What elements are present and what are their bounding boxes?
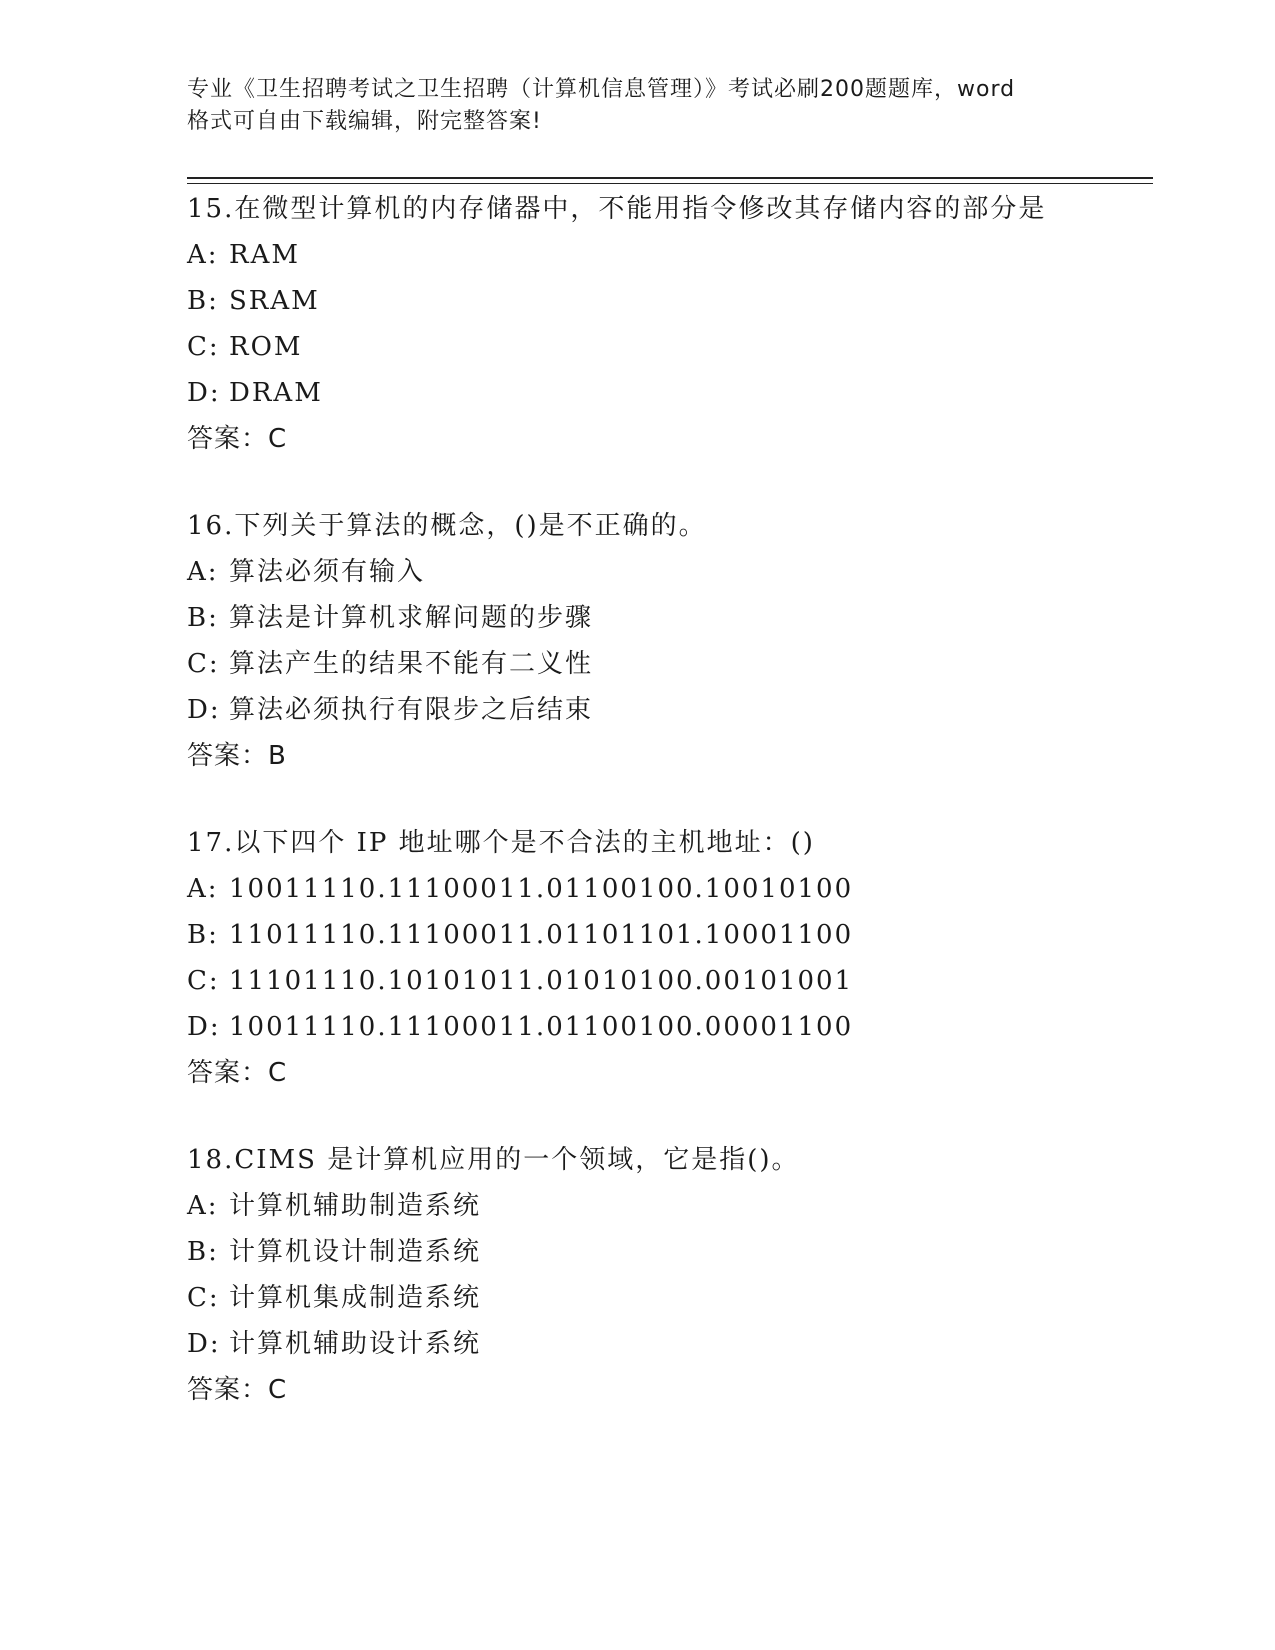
- option-text: 计算机设计制造系统: [229, 1237, 482, 1267]
- document-header: [187, 74, 1087, 138]
- option-b: [187, 912, 1153, 958]
- option-text: ROM: [229, 332, 303, 362]
- option-text: 算法产生的结果不能有二义性: [229, 649, 594, 679]
- question-text: 18.CIMS 是计算机应用的一个领域，它是指()。: [187, 1145, 800, 1175]
- option-c: [187, 1275, 1153, 1321]
- option-letter: B:: [187, 1237, 219, 1267]
- question-text: 15.在微型计算机的内存储器中，不能用指令修改其存储内容的部分是: [187, 194, 1047, 224]
- option-letter: C:: [187, 332, 220, 362]
- option-letter: C:: [187, 1283, 220, 1313]
- option-letter: A:: [187, 1191, 219, 1221]
- question-text: 17.以下四个 IP 地址哪个是不合法的主机地址：(): [187, 828, 815, 858]
- question-18: [187, 1137, 1153, 1413]
- option-text: 10011110.11100011.01100100.00001100: [229, 1012, 854, 1042]
- answer-text: 答案：B: [187, 741, 287, 771]
- option-text: SRAM: [229, 286, 320, 316]
- option-text: 算法是计算机求解问题的步骤: [229, 603, 594, 633]
- header-divider-thin: [187, 183, 1153, 184]
- option-text: 计算机集成制造系统: [229, 1283, 482, 1313]
- option-letter: C:: [187, 966, 220, 996]
- option-d: [187, 370, 1153, 416]
- option-letter: A:: [187, 557, 219, 587]
- option-letter: D:: [187, 1329, 221, 1359]
- header-line-2: 格式可自由下载编辑，附完整答案!: [187, 109, 542, 134]
- option-c: [187, 324, 1153, 370]
- answer-text: 答案：C: [187, 424, 288, 454]
- answer-text: 答案：C: [187, 1058, 288, 1088]
- option-letter: C:: [187, 649, 220, 679]
- question-17: [187, 820, 1153, 1096]
- question-15: [187, 186, 1153, 462]
- option-a: [187, 1183, 1153, 1229]
- option-d: [187, 687, 1153, 733]
- option-letter: D:: [187, 1012, 221, 1042]
- option-b: [187, 595, 1153, 641]
- option-b: [187, 1229, 1153, 1275]
- option-c: [187, 958, 1153, 1004]
- option-letter: A:: [187, 240, 219, 270]
- option-a: [187, 866, 1153, 912]
- option-text: 11011110.11100011.01101101.10001100: [229, 920, 854, 950]
- question-16: [187, 503, 1153, 779]
- option-text: 计算机辅助制造系统: [229, 1191, 482, 1221]
- question-text: 16.下列关于算法的概念，()是不正确的。: [187, 511, 707, 541]
- header-divider-thick: [187, 177, 1153, 179]
- option-text: RAM: [229, 240, 300, 270]
- option-c: [187, 641, 1153, 687]
- option-letter: A:: [187, 874, 219, 904]
- option-a: [187, 232, 1153, 278]
- option-d: [187, 1321, 1153, 1367]
- option-text: 11101110.10101011.01010100.00101001: [229, 966, 854, 996]
- option-letter: D:: [187, 378, 221, 408]
- option-text: DRAM: [229, 378, 323, 408]
- option-letter: B:: [187, 920, 219, 950]
- option-text: 10011110.11100011.01100100.10010100: [229, 874, 854, 904]
- option-letter: B:: [187, 286, 219, 316]
- option-letter: B:: [187, 603, 219, 633]
- option-d: [187, 1004, 1153, 1050]
- option-b: [187, 278, 1153, 324]
- answer-text: 答案：C: [187, 1375, 288, 1405]
- option-text: 算法必须执行有限步之后结束: [229, 695, 594, 725]
- option-letter: D:: [187, 695, 221, 725]
- option-text: 算法必须有输入: [229, 557, 426, 587]
- header-line-1: 专业《卫生招聘考试之卫生招聘（计算机信息管理）》考试必刷200题题库，word: [187, 77, 1016, 102]
- option-a: [187, 549, 1153, 595]
- option-text: 计算机辅助设计系统: [229, 1329, 482, 1359]
